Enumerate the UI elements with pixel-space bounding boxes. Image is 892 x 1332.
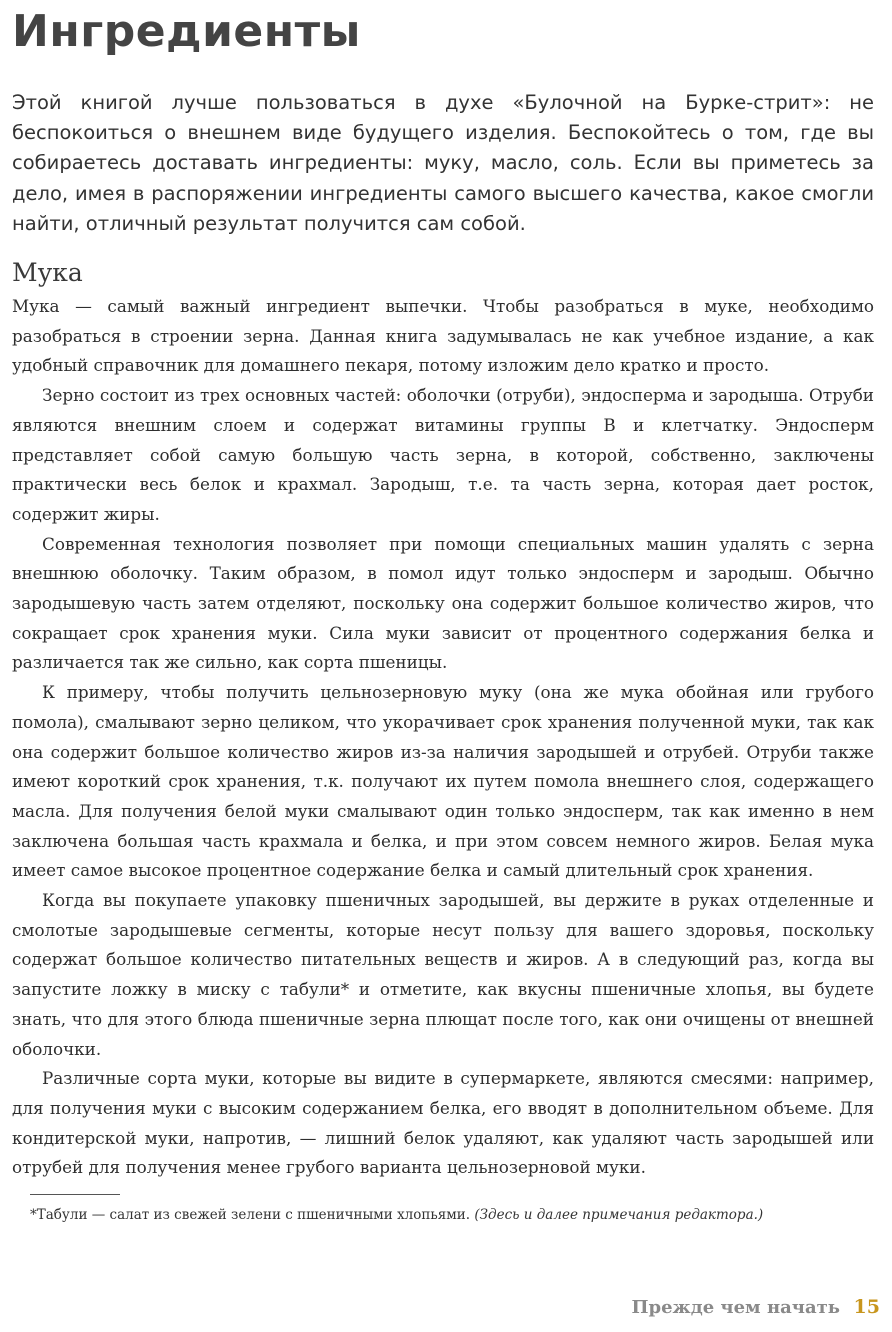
footnote-divider [30, 1194, 120, 1195]
running-title: Прежде чем начать [631, 1297, 840, 1318]
page-number: 15 [853, 1296, 880, 1318]
footnote-note: (Здесь и далее примечания редактора.) [474, 1207, 764, 1223]
paragraph: Различные сорта муки, которые вы видите в супермаркете, являются смесями: например, для получения муки с высоким содержанием белка, его вводят в дополнительном объеме. Для кондитерской муки, напротив, — лишний белок удаляют, как удаляют часть зародышей или отрубей для получения менее грубого варианта цельнозерновой муки. [12, 1068, 874, 1178]
intro-paragraph: Этой книгой лучше пользоваться в духе «Булочной на Бурке-стрит»: не беспокоиться о внешнем виде будущего изделия. Беспокойтесь о том, где вы собираетесь доставать ингредиенты: муку, масло, соль. Если вы приметесь за дело, имея в распоряжении ингредиенты самого высшего качества, какое смогли найти, отличный результат получится сам собой. [12, 91, 874, 235]
footnote-text: *Табули — салат из свежей зелени с пшеничными хлопьями. [30, 1207, 471, 1223]
page-title: Ингредиенты [12, 6, 361, 57]
footnote [30, 1207, 763, 1223]
section-body [12, 292, 874, 1183]
paragraph: Современная технология позволяет при помощи специальных машин удалять с зерна внешнюю оболочку. Таким образом, в помол идут только эндосперм и зародыш. Обычно зародышевую часть затем отделяют, поскольку она содержит большое количество жиров, что сокращает срок хранения муки. Сила муки зависит от процентного содержания белка и различается так же сильно, как сорта пшеницы. [12, 533, 874, 673]
section-heading: Мука [12, 258, 83, 287]
page [12, 0, 878, 1332]
paragraph: К примеру, чтобы получить цельнозерновую муку (она же мука обойная или грубого помола), смалывают зерно целиком, что укорачивает срок хранения полученной муки, так как она содержит большое количество жиров из-за наличия зародышей и отрубей. Отруби также имеют короткий срок хранения, т.к. получают их путем помола внешнего слоя, содержащего масла. Для получения белой муки смалывают один только эндосперм, так как именно в нем заключена большая часть крахмала и белка, и при этом совсем немного жиров. Белая мука имеет самое высокое процентное содержание белка и самый длительный срок хранения. [12, 682, 874, 881]
paragraph: Зерно состоит из трех основных частей: оболочки (отруби), эндосперма и зародыша. Отруби являются внешним слоем и содержат витамины группы B и клетчатку. Эндосперм представляет собой самую большую часть зерна, в которой, собственно, заключены практически весь белок и крахмал. Зародыш, т.е. та часть зерна, которая дает росток, содержит жиры. [12, 385, 874, 524]
paragraph: Мука — самый важный ингредиент выпечки. Чтобы разобраться в муке, необходимо разобраться в строении зерна. Данная книга задумывалась не как учебное издание, а как удобный справочник для домашнего пекаря, потому изложим дело кратко и просто. [12, 296, 874, 376]
paragraph: Когда вы покупаете упаковку пшеничных зародышей, вы держите в руках отделенные и смолотые зародышевые сегменты, которые несут пользу для вашего здоровья, поскольку содержат большое количество питательных веществ и жиров. А в следующий раз, когда вы запустите ложку в миску с табули* и отметите, как вкусны пшеничные хлопья, вы будете знать, что для этого блюда пшеничные зерна плющат после того, как они очищены от внешней оболочки. [12, 890, 874, 1059]
